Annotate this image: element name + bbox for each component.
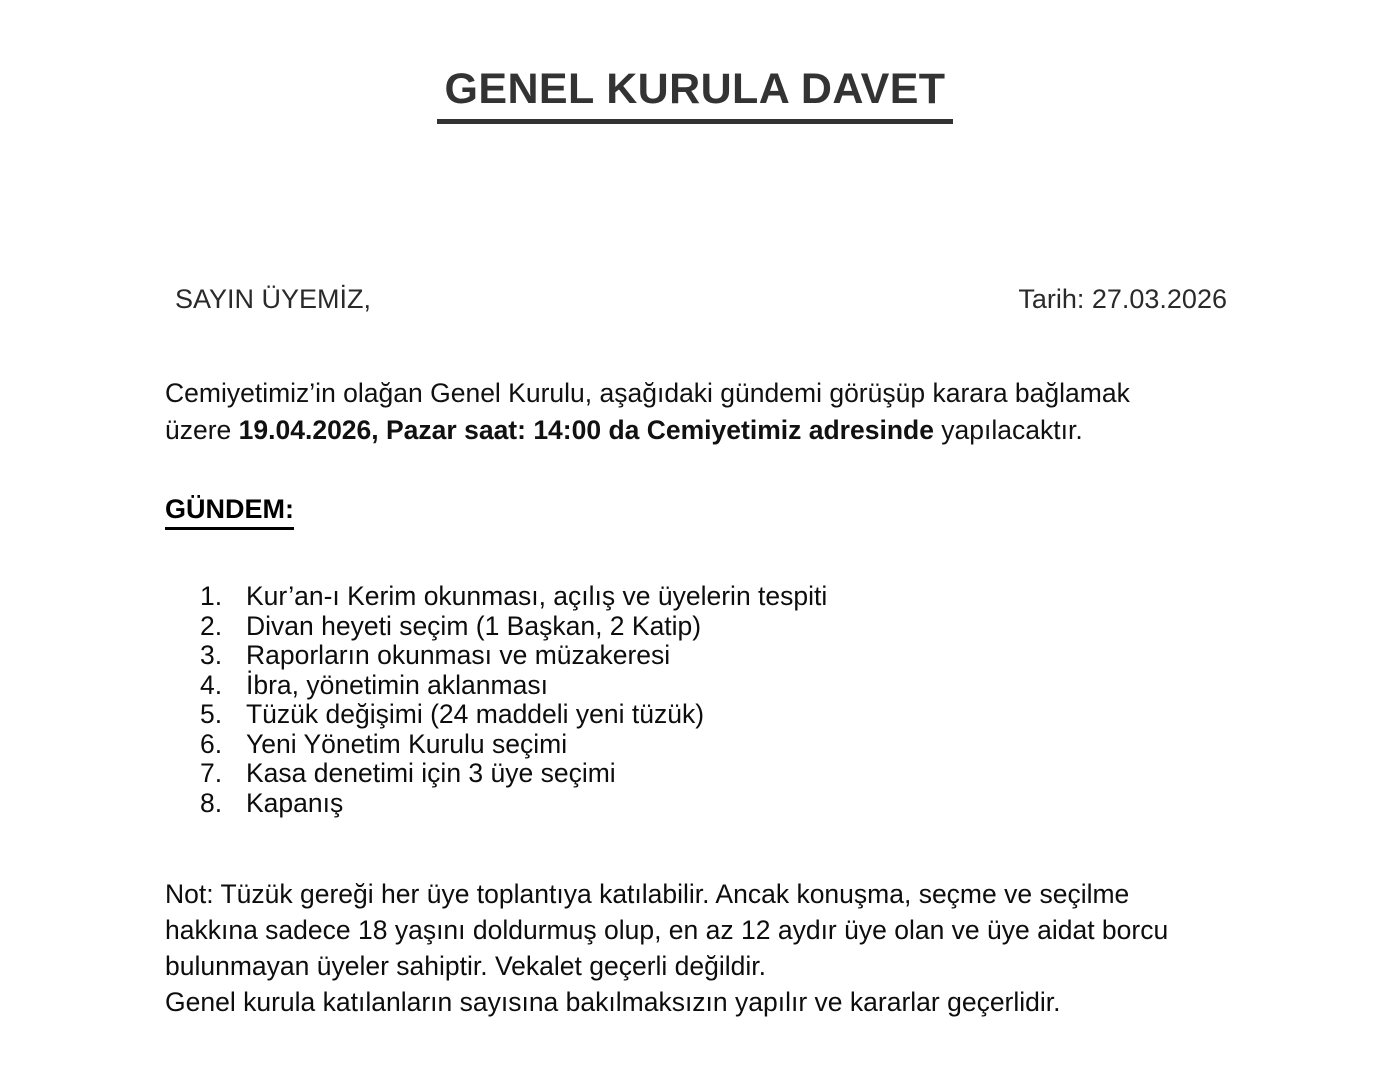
list-item-label: Tüzük değişimi (24 maddeli yeni tüzük)	[246, 699, 705, 730]
list-item	[200, 730, 827, 760]
salutation-text: SAYIN ÜYEMİZ,	[175, 284, 372, 314]
list-item-number: 8.	[200, 787, 223, 818]
intro-part-three: yapılacaktır.	[933, 414, 1083, 445]
list-item-label: Yeni Yönetim Kurulu seçimi	[246, 728, 568, 759]
list-item-number: 7.	[200, 758, 223, 789]
list-item-label: Kapanış	[246, 787, 344, 818]
list-item	[200, 641, 827, 671]
document-date: Tarih: 27.03.2026	[1018, 284, 1227, 314]
page-title	[0, 66, 1390, 124]
page-title-text: GENEL KURULA DAVET	[437, 66, 954, 124]
list-item-label: Kur’an-ı Kerim okunması, açılış ve üyelerin tespiti	[246, 581, 828, 611]
list-item-label: Raporların okunması ve müzakeresi	[246, 640, 671, 671]
salutation-row	[165, 283, 1227, 317]
list-item	[200, 612, 827, 642]
list-item-label: Kasa denetimi için 3 üye seçimi	[246, 758, 616, 789]
agenda-heading-text: GÜNDEM:	[165, 493, 294, 530]
list-item-label: İbra, yönetimin aklanması	[246, 669, 548, 700]
agenda-list	[200, 582, 827, 818]
list-item-number: 4.	[200, 669, 223, 700]
list-item-number: 1.	[200, 581, 223, 611]
agenda-heading	[165, 493, 294, 530]
list-item	[200, 700, 827, 730]
list-item	[200, 671, 827, 701]
list-item-number: 2.	[200, 610, 223, 641]
intro-part-one: Cemiyetimiz’in olağan Genel Kurulu, aşağıdaki gündemi görüşüp karara bağlamak üzere	[165, 378, 1130, 445]
list-item-number: 5.	[200, 699, 223, 730]
footnote-paragraph-one: Not: Tüzük gereği her üye toplantıya katılabilir. Ancak konuşma, seçme ve seçilme hakkına sadece 18 yaşını doldurmuş olup, en az 12 aydır üye olan ve üye aidat borcu bulunmayan üyeler sahiptir. Vekalet geçerli değildir.	[165, 879, 1169, 982]
list-item-label: Divan heyeti seçim (1 Başkan, 2 Katip)	[246, 610, 702, 641]
list-item	[200, 789, 827, 819]
footnote-paragraph-two: Genel kurula katılanların sayısına bakılmaksızın yapılır ve kararlar geçerlidir.	[165, 987, 1061, 1018]
list-item-number: 6.	[200, 728, 223, 759]
footnote-block	[165, 876, 1210, 1020]
meeting-datetime-location: 19.04.2026, Pazar saat: 14:00 da Cemiyetimiz adresinde	[238, 414, 934, 445]
list-item	[200, 759, 827, 789]
list-item	[200, 582, 827, 612]
list-item-number: 3.	[200, 640, 223, 671]
intro-paragraph	[165, 375, 1200, 448]
